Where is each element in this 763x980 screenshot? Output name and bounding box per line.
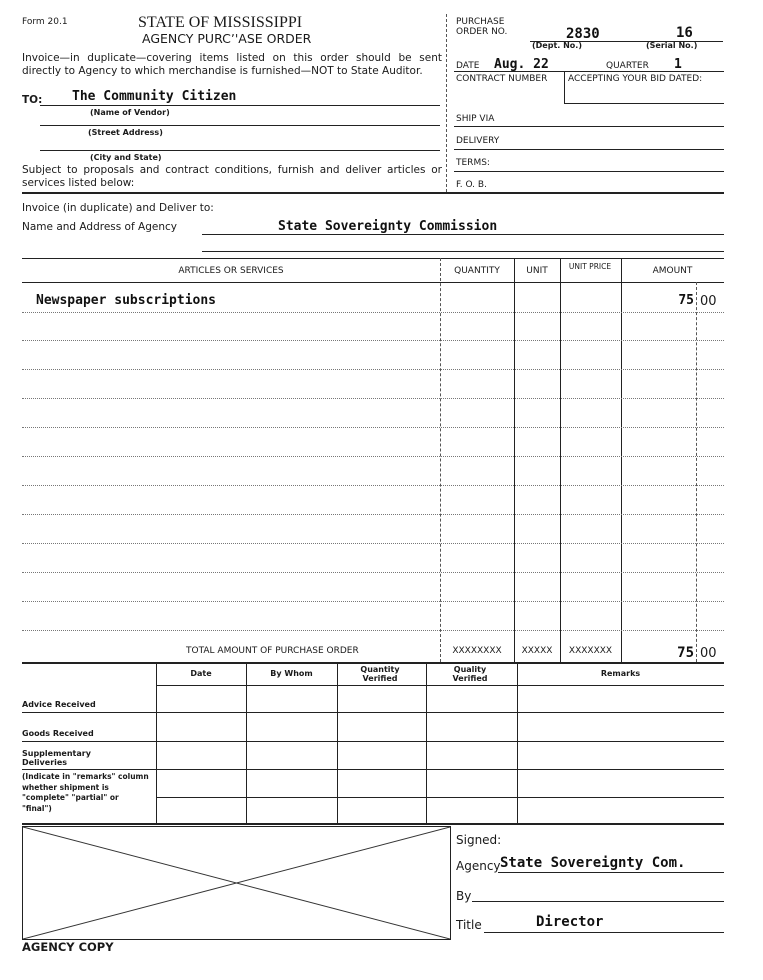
total-dollars: 75: [677, 645, 694, 661]
receipt-header-quantity: Quantity Verified: [360, 665, 400, 683]
receipt-line: [22, 741, 724, 742]
deliver-agency: State Sovereignty Commission: [278, 219, 498, 234]
receipt-line: [22, 769, 724, 770]
dept-caption: (Dept. No.): [532, 41, 582, 50]
serial-caption: (Serial No.): [646, 41, 698, 50]
form-title: AGENCY PURCʼ'ASE ORDER: [142, 31, 312, 46]
total-x-qty: XXXXXXXX: [452, 646, 502, 656]
agency-line-1: [202, 234, 724, 235]
receipt-col-5: [517, 662, 518, 823]
bid-label: ACCEPTING YOUR BID DATED:: [568, 74, 703, 84]
row-line: [22, 630, 724, 631]
quarter-label: QUARTER: [606, 61, 649, 71]
sig-agency-label: Agency: [456, 859, 501, 873]
receipt-advice: Advice Received: [22, 700, 96, 709]
vendor-name-line: [40, 105, 440, 106]
receipt-header-line: [156, 685, 724, 686]
agency-line-2: [202, 251, 724, 252]
city-line: [40, 150, 440, 151]
receipt-col-4: [426, 662, 427, 823]
items-bottom-border: [22, 662, 724, 664]
receipt-col-3: [337, 662, 338, 823]
row-line: [22, 572, 724, 573]
state-title: STATE OF MISSISSIPPI: [138, 14, 303, 31]
sig-agency: State Sovereignty Com.: [500, 855, 686, 871]
contract-label: CONTRACT NUMBER: [456, 74, 548, 84]
total-label: TOTAL AMOUNT OF PURCHASE ORDER: [186, 646, 359, 656]
quarter-value: 1: [674, 57, 682, 72]
row-line: [22, 312, 724, 313]
bid-line: [564, 103, 724, 104]
col-divider-cents: [696, 282, 697, 662]
receipt-goods: Goods Received: [22, 729, 94, 738]
date-line: [454, 71, 724, 72]
row-line: [22, 601, 724, 602]
item-amount-cents: 00: [700, 294, 717, 309]
item-article: Newspaper subscriptions: [36, 293, 217, 308]
receipt-supplementary: Supplementary Deliveries: [22, 749, 91, 767]
total-x-unit: XXXXX: [521, 646, 553, 656]
terms-line: [454, 171, 724, 172]
delivery-label: DELIVERY: [456, 136, 500, 146]
void-box: [22, 826, 451, 940]
instructions: Invoice—in duplicate—covering items listed on this order should be sent directly to Agency to which merchandise is furnished—NOT to State Auditor.: [22, 52, 442, 77]
form-number: Form 20.1: [22, 17, 68, 27]
street-line: [40, 125, 440, 126]
row-line: [22, 398, 724, 399]
agency-name-label: Name and Address of Agency: [22, 221, 177, 233]
header-quantity: QUANTITY: [454, 266, 500, 276]
receipt-col-2: [246, 662, 247, 823]
city-caption: (City and State): [90, 153, 162, 162]
fob-label: F. O. B.: [456, 180, 487, 190]
sig-by-line: [472, 901, 724, 902]
delivery-line: [454, 149, 724, 150]
total-x-price: XXXXXXX: [568, 646, 613, 656]
sig-by-label: By: [456, 889, 472, 903]
ship-via-label: SHIP VIA: [456, 114, 495, 124]
receipt-header-date: Date: [190, 669, 212, 678]
dept-no: 2830: [566, 26, 600, 42]
sig-title-line: [484, 932, 724, 933]
header-articles: ARTICLES OR SERVICES: [178, 266, 284, 276]
receipt-header-quality: Quality Verified: [452, 665, 488, 683]
receipt-bottom-border: [22, 823, 724, 825]
row-line: [22, 485, 724, 486]
receipt-header-remarks: Remarks: [600, 669, 641, 678]
terms-label: TERMS:: [456, 158, 490, 168]
items-header-bottom: [22, 282, 724, 283]
receipt-line: [156, 797, 724, 798]
row-line: [22, 427, 724, 428]
receipt-note: (Indicate in "remarks" column whether shipment is "complete" "partial" or "final"): [22, 772, 149, 813]
subject-text: Subject to proposals and contract conditions, furnish and deliver articles or services listed below:: [22, 164, 442, 189]
street-caption: (Street Address): [88, 128, 163, 137]
sig-agency-line: [498, 872, 724, 873]
invoice-deliver-label: Invoice (in duplicate) and Deliver to:: [22, 202, 214, 214]
contract-divider: [564, 71, 565, 103]
serial-no: 16: [676, 25, 693, 41]
row-line: [22, 543, 724, 544]
to-label: TO:: [22, 94, 43, 106]
vendor-name: The Community Citizen: [72, 89, 237, 104]
header-separator: [22, 192, 724, 194]
ship-via-line: [454, 126, 724, 127]
signed-label: Signed:: [456, 833, 502, 847]
receipt-line: [22, 712, 724, 713]
void-cross: [23, 827, 450, 939]
item-amount-dollars: 75: [678, 293, 694, 308]
sig-title: Director: [536, 914, 604, 930]
vendor-name-caption: (Name of Vendor): [90, 108, 170, 117]
receipt-header-by-whom: By Whom: [270, 669, 313, 678]
row-line: [22, 340, 724, 341]
header-amount: AMOUNT: [652, 266, 693, 276]
agency-copy-label: AGENCY COPY: [22, 940, 114, 954]
header-divider: [446, 14, 447, 192]
order-date: Aug. 22: [494, 57, 549, 72]
header-unit-price: UNIT PRICE: [568, 262, 612, 271]
sig-title-label: Title: [456, 918, 482, 932]
header-unit: UNIT: [526, 266, 548, 276]
receipt-col-1: [156, 662, 157, 823]
row-line: [22, 514, 724, 515]
total-cents: 00: [700, 646, 717, 661]
row-line: [22, 369, 724, 370]
items-top-border: [22, 258, 724, 259]
po-label: PURCHASE ORDER NO.: [456, 17, 508, 37]
row-line: [22, 456, 724, 457]
date-label: DATE: [456, 61, 480, 71]
